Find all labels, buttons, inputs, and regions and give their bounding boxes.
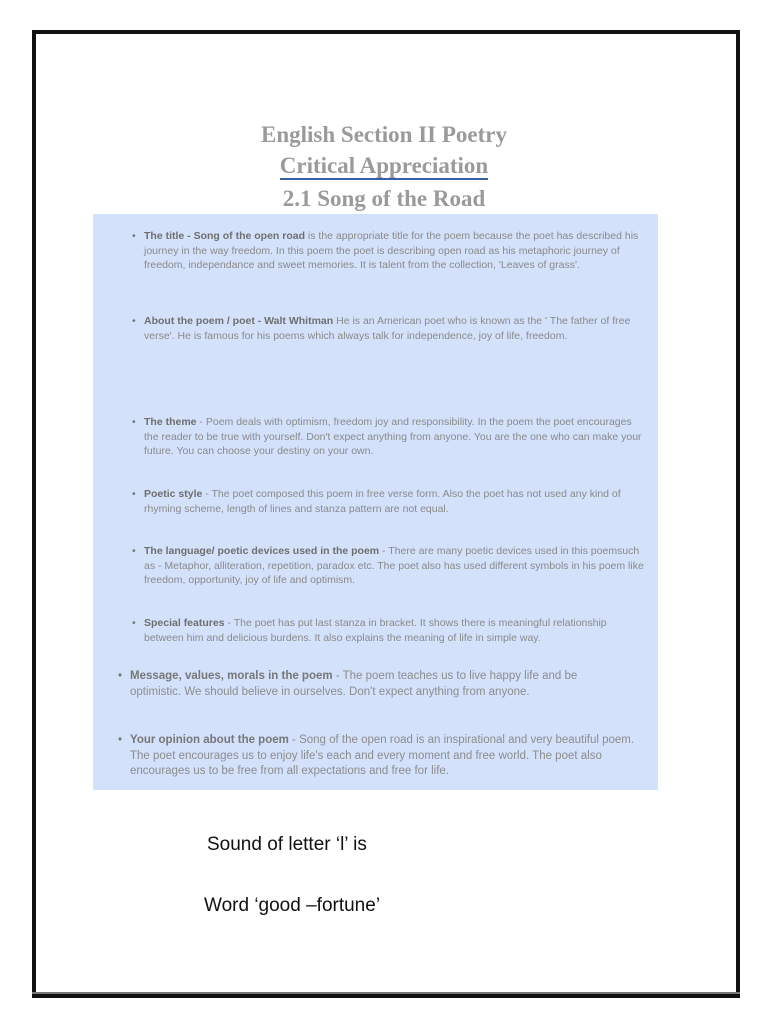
item-text: - Poem deals with optimism, freedom joy and responsibility. In the poem the poet encourages the reader to be true with yourself. Don't expect anything from anyone. You are the one who can make your future. You can choose your destiny on your own.	[144, 416, 642, 457]
item-label: Poetic style	[144, 488, 203, 500]
item-text: - There are many poetic devices used in this poemsuch as - Metaphor, alliteration, repetition, paradox etc. The poet also has used different symbols in his poem like freedom, opportunity, joy of life and optimism.	[144, 545, 644, 586]
bullet: •	[132, 416, 136, 428]
bullet: •	[132, 230, 136, 242]
bullet: •	[132, 545, 136, 557]
bullet: •	[118, 670, 123, 682]
bullet: •	[132, 617, 136, 629]
note-line-2: Word ‘good –fortune’	[204, 895, 381, 916]
item-label: The theme	[144, 416, 197, 428]
item-label: The title -	[144, 230, 191, 242]
list-item-about	[132, 314, 649, 343]
item-text: is the appropriate title for the poem because the poet has described his journey in the way freedom. In this poem the poet is describing open road as his metaphoric journey of freedom, independance and sweet memories. It is talent from the collection, 'Leaves of grass'.	[144, 230, 639, 271]
title-line-2-text: Critical Appreciation	[279, 153, 489, 178]
item-text: - The poem teaches us to live happy life and be optimistic. We should believe in ourselves. Don't expect anything from anyone.	[130, 670, 578, 698]
list-item-style	[132, 487, 644, 516]
item-label: About the poem / poet - Walt Whitman	[144, 315, 334, 327]
item-label: Special features	[144, 617, 225, 629]
list-item-language	[132, 544, 644, 588]
title-line-2	[0, 153, 768, 180]
bullet: •	[132, 488, 136, 500]
bullet: •	[132, 315, 136, 327]
bullet: •	[118, 734, 123, 746]
title-line-1: English Section II Poetry	[261, 122, 507, 147]
item-text: - The poet composed this poem in free verse form. Also the poet has not used any kind of rhyming scheme, length of lines and stanza pattern are not equal.	[144, 488, 621, 515]
item-text: - The poet has put last stanza in bracket. It shows there is meaningful relationship between him and delicious burdens. It also explains the meaning of life in simple way.	[144, 617, 607, 644]
item-text: - Song of the open road is an inspirational and very beautiful poem. The poet encourages us to enjoy life's each and every moment and free world. The poet also encourages us to be free from all expectations and free for life.	[130, 734, 635, 777]
list-item-features	[132, 616, 649, 645]
list-item-opinion	[118, 733, 648, 780]
item-label-bold: Song of the open road	[190, 230, 305, 242]
item-label: Message, values, morals in the poem	[130, 670, 333, 682]
item-label: The language/ poetic devices used in the poem	[144, 545, 380, 557]
list-item-theme	[132, 415, 644, 459]
item-text: He is an American poet who is known as the ' The father of free verse'. He is famous for his poems which always talk for independence, joy of life, freedom.	[144, 315, 631, 342]
title-line-3: 2.1 Song of the Road	[282, 186, 486, 211]
item-label: Your opinion about the poem	[130, 734, 289, 746]
note-line-1: Sound of letter ‘l’ is	[207, 834, 367, 855]
bottom-rule	[32, 992, 740, 994]
list-item-message	[118, 669, 620, 700]
list-item-title	[132, 229, 654, 273]
